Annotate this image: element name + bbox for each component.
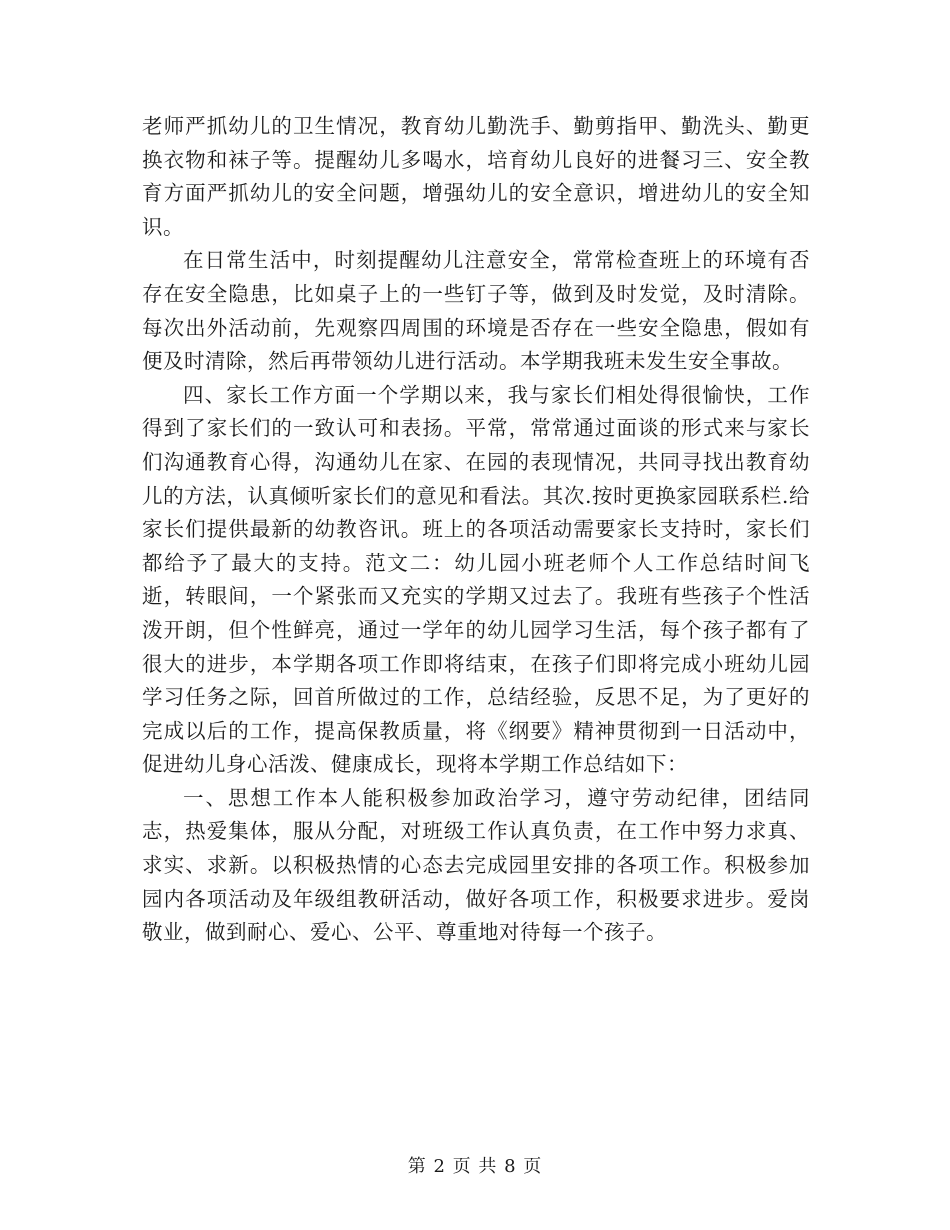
paragraph-daily-safety: 在日常生活中，时刻提醒幼儿注意安全，常常检查班上的环境有否存在安全隐患，比如桌子上的一些钉子等，做到及时发觉，及时清除。每次出外活动前，先观察四周围的环境是否存在一些安全隐患，假如有便及时清除，然后再带领幼儿进行活动。本学期我班未发生安全事故。: [142, 248, 810, 374]
paragraph-hygiene-safety: 老师严抓幼儿的卫生情况，教育幼儿勤洗手、勤剪指甲、勤洗头、勤更换衣物和袜子等。提醒幼儿多喝水，培育幼儿良好的进餐习三、安全教育方面严抓幼儿的安全问题，增强幼儿的安全意识，增进幼儿的安全知识。: [142, 114, 810, 239]
paragraph-parent-work: 四、家长工作方面一个学期以来，我与家长们相处得很愉快，工作得到了家长们的一致认可和表扬。平常，常常通过面谈的形式来与家长们沟通教育心得，沟通幼儿在家、在园的表现情况，共同寻找出教育幼儿的方法，认真倾听家长们的意见和看法。其次.按时更换家园联系栏.给家长们提供最新的幼教咨讯。班上的各项活动需要家长支持时，家长们都给予了最大的支持。范文二：幼儿园小班老师个人工作总结时间飞逝，转眼间，一个紧张而又充实的学期又过去了。我班有些孩子个性活泼开朗，但个性鲜亮，通过一学年的幼儿园学习生活，每个孩子都有了很大的进步，本学期各项工作即将结束，在孩子们即将完成小班幼儿园学习任务之际，回首所做过的工作，总结经验，反思不足，为了更好的完成以后的工作，提高保教质量，将《纲要》精神贯彻到一日活动中，促进幼儿身心活泼、健康成长，现将本学期工作总结如下：: [142, 382, 810, 777]
document-body: [142, 110, 810, 950]
page-number-footer: 第 2 页 共 8 页: [407, 1156, 543, 1177]
paragraph-ideological-work: 一、思想工作本人能积极参加政治学习，遵守劳动纪律，团结同志，热爱集体，服从分配，对班级工作认真负责，在工作中努力求真、求实、求新。以积极热情的心态去完成园里安排的各项工作。积极参加园内各项活动及年级组教研活动，做好各项工作，积极要求进步。爱岗敬业，做到耐心、爱心、公平、尊重地对待每一个孩子。: [142, 785, 810, 945]
